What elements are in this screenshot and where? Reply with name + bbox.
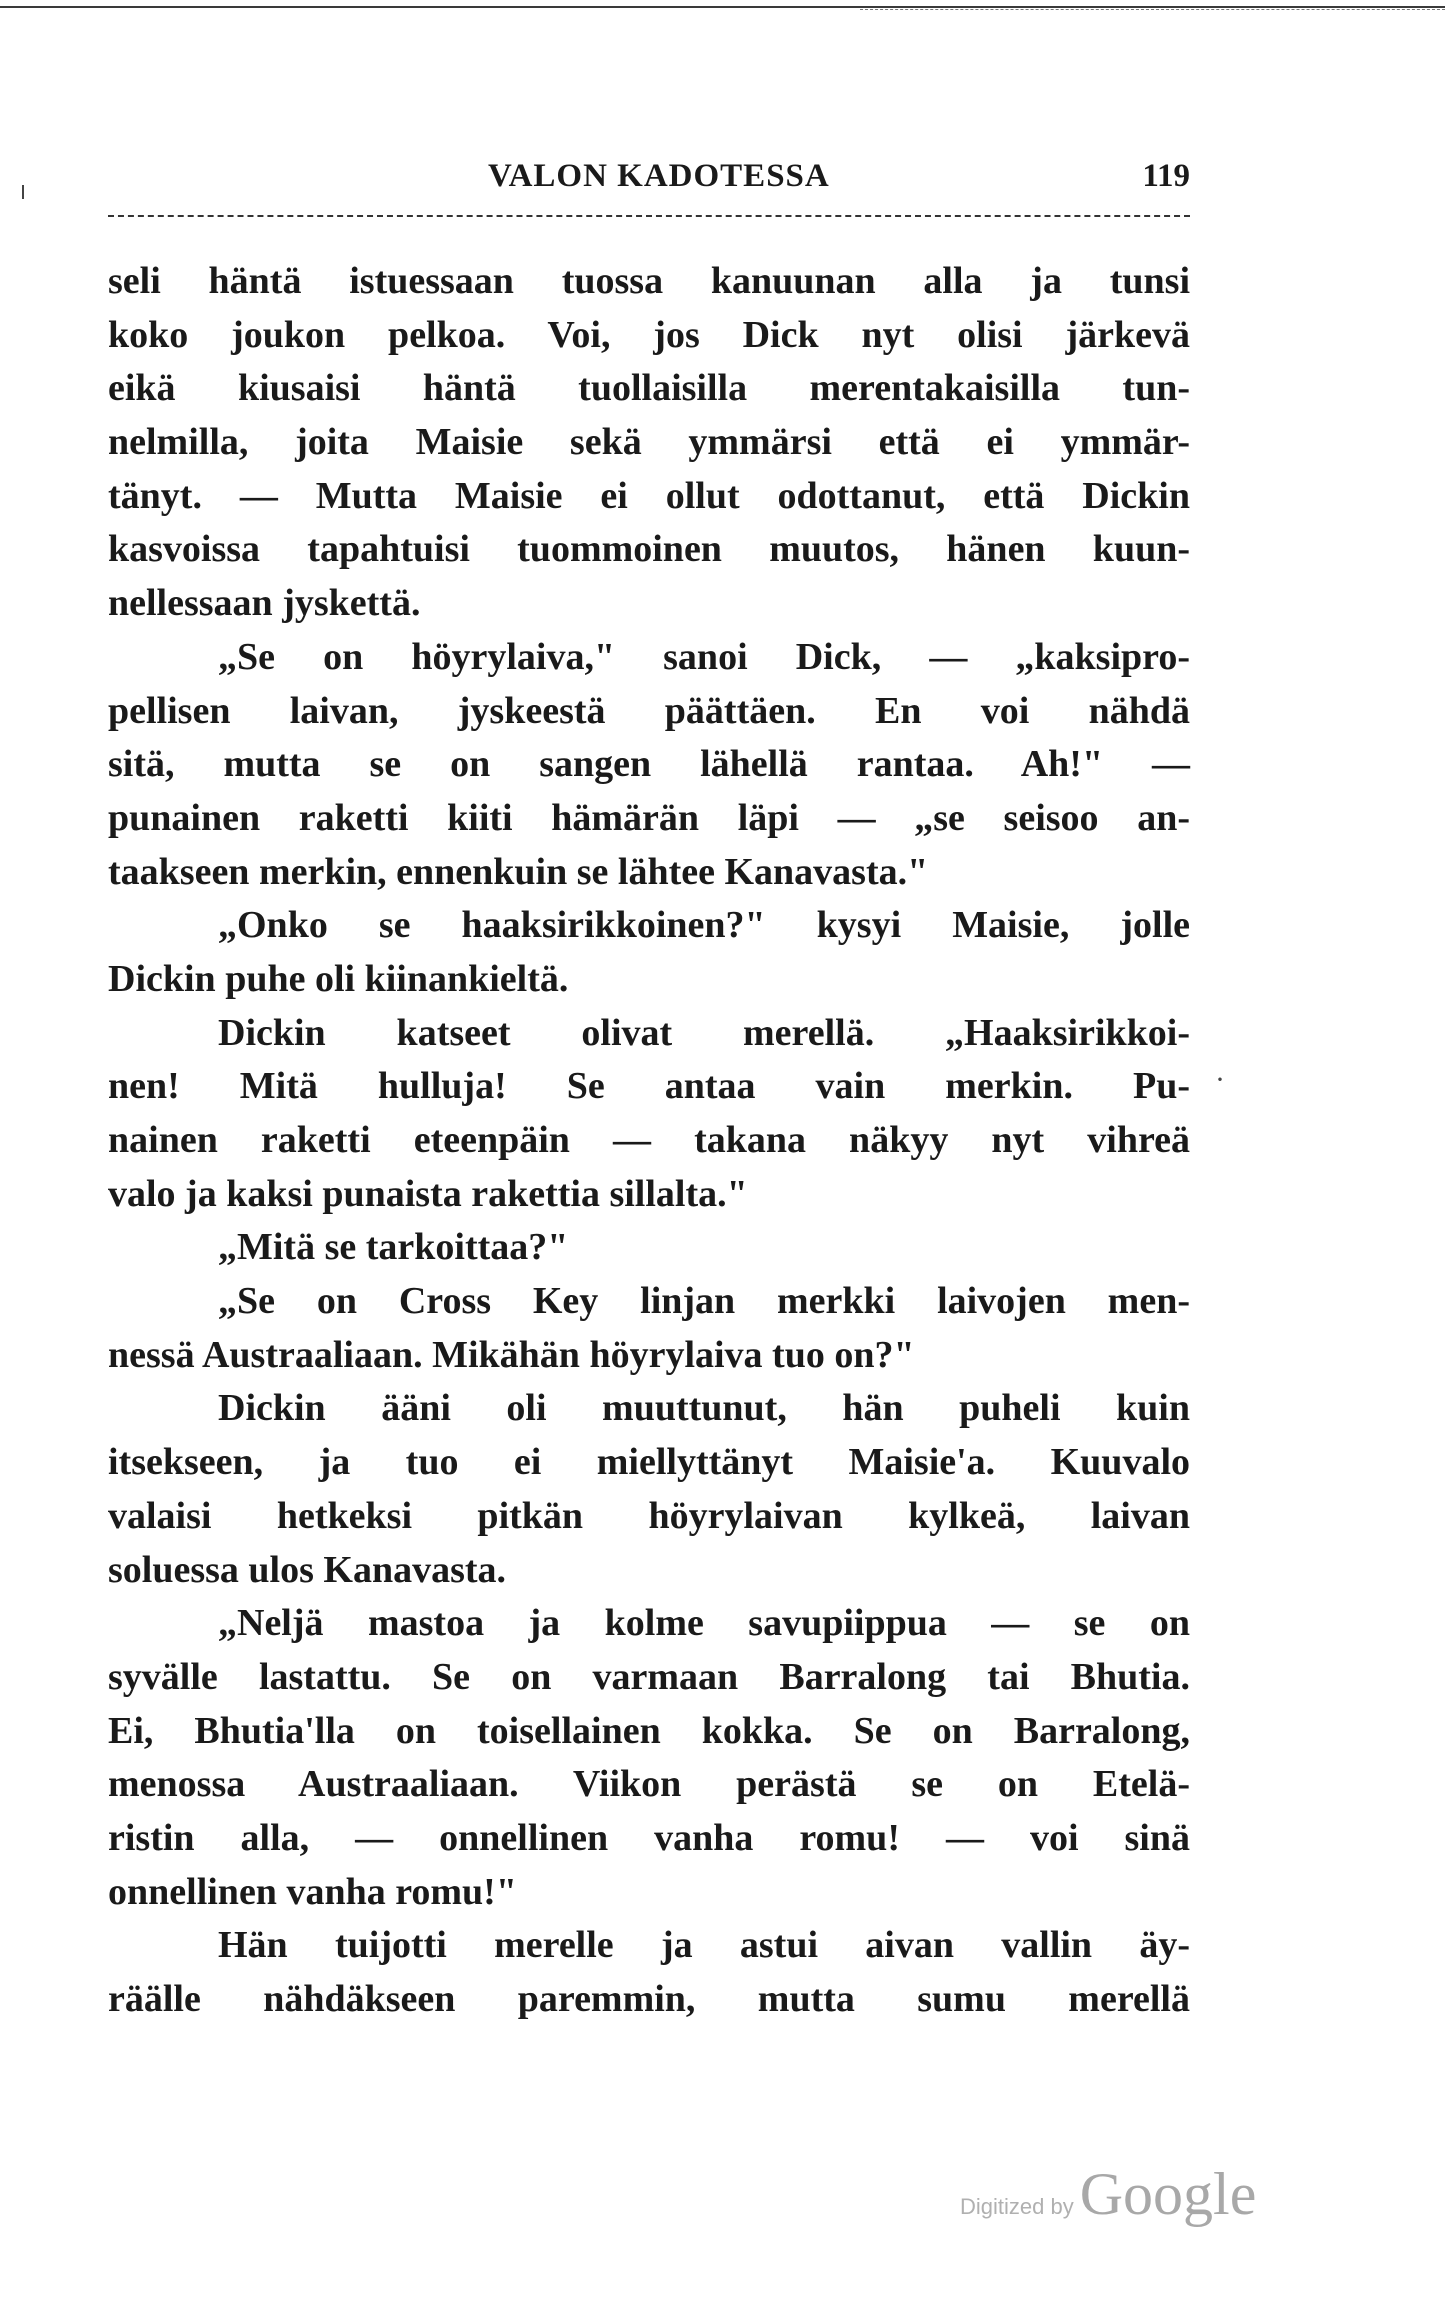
body-text <box>108 255 1190 2027</box>
header-rule <box>108 215 1190 217</box>
text-line: nelmilla, joita Maisie sekä ymmärsi että ei ymmär- <box>108 421 1190 464</box>
text-line: itsekseen, ja tuo ei miellyttänyt Maisie'a. Kuuvalo <box>108 1441 1190 1484</box>
digitized-watermark <box>960 2160 1256 2230</box>
text-line: nessä Austraaliaan. Mikähän höyrylaiva tuo on?" <box>108 1333 915 1376</box>
text-line: „Se on Cross Key linjan merkki laivojen men- <box>218 1280 1190 1323</box>
text-line: tänyt. — Mutta Maisie ei ollut odottanut, että Dickin <box>108 474 1190 517</box>
text-line: punainen raketti kiiti hämärän läpi — „se seisoo an- <box>108 796 1190 839</box>
text-line: „Neljä mastoa ja kolme savupiippua — se on <box>218 1602 1190 1645</box>
text-line: nainen raketti eteenpäin — takana näkyy nyt vihreä <box>108 1119 1190 1161</box>
text-line: Hän tuijotti merelle ja astui aivan vallin äy- <box>218 1924 1190 1967</box>
text-line: koko joukon pelkoa. Voi, jos Dick nyt olisi järkevä <box>108 313 1190 356</box>
margin-speck: · <box>1215 1063 1225 1096</box>
text-line: kasvoissa tapahtuisi tuommoinen muutos, hänen kuun- <box>108 528 1190 571</box>
text-line: taakseen merkin, ennenkuin se lähtee Kanavasta." <box>108 850 929 893</box>
text-line: nen! Mitä hulluja! Se antaa vain merkin. Pu- <box>108 1065 1190 1108</box>
text-line: sitä, mutta se on sangen lähellä rantaa. Ah!" — <box>108 743 1190 786</box>
text-line: „Se on höyrylaiva," sanoi Dick, — „kaksipro- <box>218 635 1190 678</box>
google-logo: Google <box>1079 2161 1257 2227</box>
text-line: nellessaan jyskettä. <box>108 582 421 625</box>
running-title: VALON KADOTESSA <box>488 158 830 194</box>
text-line: Dickin puhe oli kiinankieltä. <box>108 957 569 1000</box>
text-line: syvälle lastattu. Se on varmaan Barralong tai Bhutia. <box>108 1655 1190 1698</box>
watermark-prefix: Digitized by <box>960 2194 1074 2219</box>
running-head <box>108 158 1190 202</box>
text-line: Ei, Bhutia'lla on toisellainen kokka. Se on Barralong, <box>108 1709 1190 1752</box>
text-line: „Mitä se tarkoittaa?" <box>218 1226 569 1269</box>
text-line: menossa Austraaliaan. Viikon perästä se on Etelä- <box>108 1763 1190 1806</box>
text-line: soluessa ulos Kanavasta. <box>108 1548 507 1591</box>
page-number: 119 <box>1142 158 1190 194</box>
text-line: Dickin katseet olivat merellä. „Haaksirikkoi- <box>218 1011 1190 1054</box>
text-line: räälle nähdäkseen paremmin, mutta sumu merellä <box>108 1978 1190 2020</box>
top-scan-edge-dashed <box>860 9 1445 10</box>
text-line: Dickin ääni oli muuttunut, hän puheli kuin <box>218 1387 1190 1430</box>
text-line: valaisi hetkeksi pitkän höyrylaivan kylkeä, laivan <box>108 1494 1190 1537</box>
text-line: onnellinen vanha romu!" <box>108 1870 517 1913</box>
text-line: eikä kiusaisi häntä tuollaisilla merentakaisilla tun- <box>108 367 1190 410</box>
top-scan-edge <box>0 6 1445 8</box>
text-line: „Onko se haaksirikkoinen?" kysyi Maisie, jolle <box>218 904 1190 947</box>
text-line: seli häntä istuessaan tuossa kanuunan alla ja tunsi <box>108 260 1190 302</box>
text-line: ristin alla, — onnellinen vanha romu! — voi sinä <box>108 1816 1190 1859</box>
margin-tick <box>22 185 24 199</box>
text-line: pellisen laivan, jyskeestä päättäen. En voi nähdä <box>108 689 1190 732</box>
text-line: valo ja kaksi punaista rakettia sillalta." <box>108 1172 748 1215</box>
